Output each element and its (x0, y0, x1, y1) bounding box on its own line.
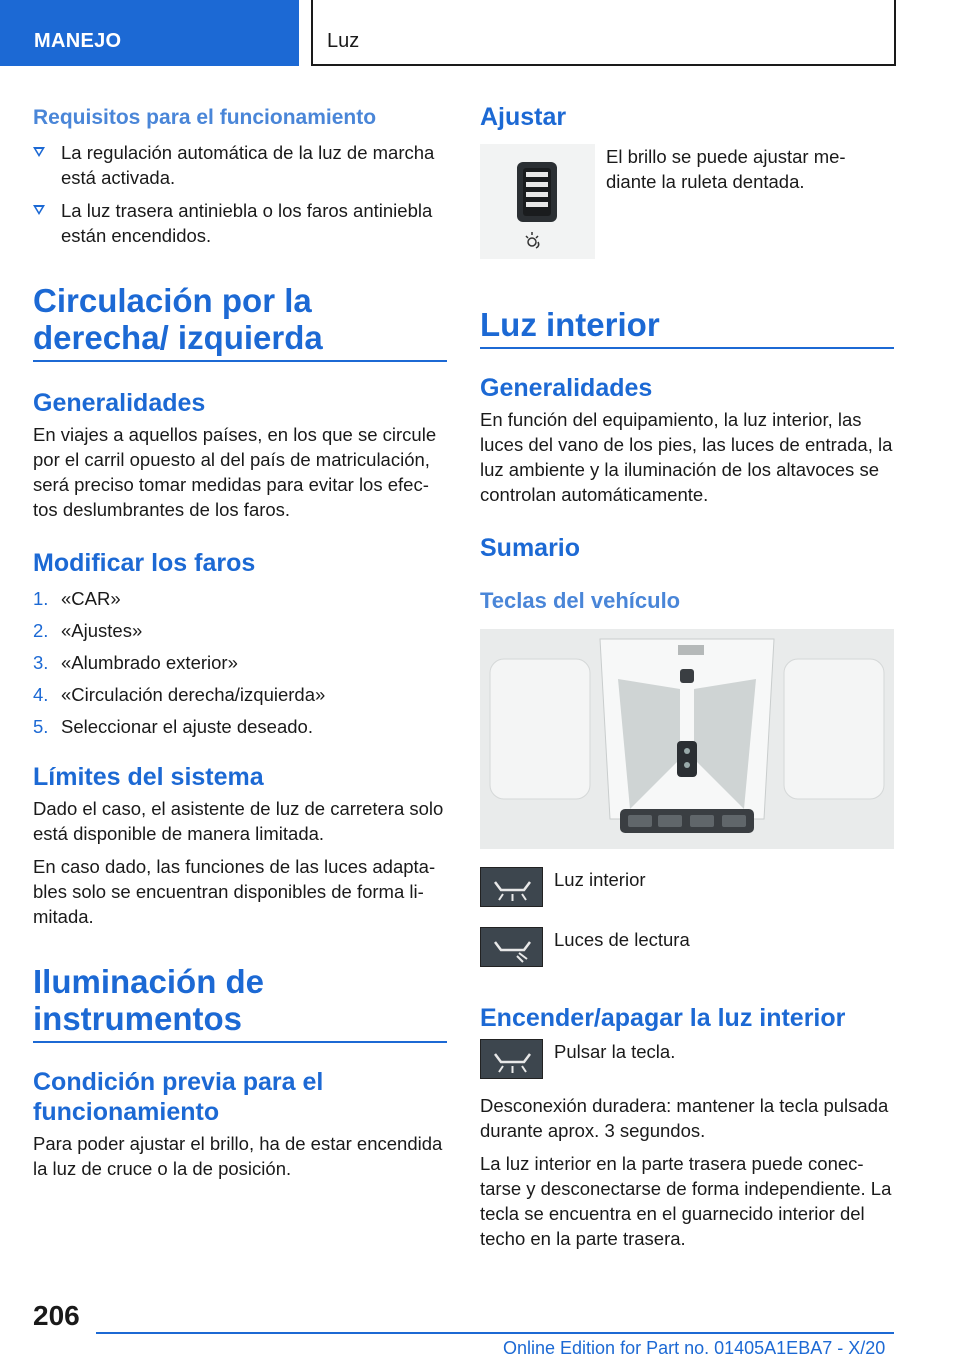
permanent-off-text: Desconexión duradera: mantener la tecla pulsada durante aprox. 3 segundos. (480, 1095, 889, 1141)
page-number: 206 (33, 1300, 80, 1331)
requirement-item: La luz trasera antiniebla o los faros antiniebla están encendidos. (33, 198, 447, 248)
edition-text: Online Edition for Part no. 01405A1EBA7 - X/20 (503, 1338, 886, 1358)
section-heading-instrument-lighting: Iluminación de instrumentos (33, 963, 447, 1043)
requirement-item: La regulación automática de la luz de marcha está activada. (33, 140, 447, 190)
rear-light-text: La luz interior en la parte trasera puede conec- tarse y desconectarse de forma independiente. La tecla se encuentra en el guarnecido interior del techo en la parte trasera. (480, 1153, 892, 1249)
right-column (480, 100, 894, 1251)
triangle-bullet-icon (33, 205, 45, 215)
system-limits-text-1: Dado el caso, el asistente de luz de carretera solo está disponible de manera limitada. (33, 798, 444, 844)
step-item: 4. «Circulación derecha/izquierda» (33, 684, 326, 705)
adjust-heading: Ajustar (480, 103, 567, 131)
vehicle-keys-heading: Teclas del vehículo (480, 588, 681, 613)
steps-list (33, 586, 447, 746)
switch-interior-light-heading: Encender/apagar la luz interior (480, 1004, 846, 1032)
step-item: 1. «CAR» (33, 588, 121, 609)
footer-divider (96, 1332, 894, 1334)
summary-heading: Sumario (480, 534, 581, 562)
step-item: 5. Seleccionar el ajuste deseado. (33, 716, 313, 737)
triangle-bullet-icon (33, 147, 45, 157)
section-heading-interior-light: Luz interior (480, 306, 894, 349)
step-item: 2. «Ajustes» (33, 620, 143, 641)
reading-light-key-row (480, 927, 894, 977)
brightness-wheel-icon (480, 144, 595, 259)
interior-light-key-icon (480, 1039, 543, 1079)
step-item: 3. «Alumbrado exterior» (33, 652, 238, 673)
precondition-heading: Condición previa para el funcionamiento (33, 1068, 324, 1126)
system-limits-heading: Límites del sistema (33, 763, 264, 791)
press-key-row (480, 1039, 894, 1089)
roof-console-image (480, 629, 894, 849)
overhead-console-icon (480, 629, 894, 849)
interior-light-label: Luz interior (554, 869, 646, 890)
precondition-text: Para poder ajustar el brillo, ha de estar encendida la luz de cruce o la de posición. (33, 1133, 443, 1179)
system-limits-text-2: En caso dado, las funciones de las luces adapta- bles solo se encuentran disponibles de forma li- mitada. (33, 856, 436, 927)
page-header (0, 0, 960, 66)
left-column (33, 100, 447, 1181)
interior-light-key-row (480, 867, 894, 917)
reading-light-key-icon (480, 927, 543, 967)
interior-generalities-text: En función del equipamiento, la luz interior, las luces del vano de los pies, las luces de entrada, la luz ambiente y la iluminación de los altavoces se controlan automáticamente. (480, 409, 893, 505)
reading-light-label: Luces de lectura (554, 929, 690, 950)
modify-headlights-heading: Modificar los faros (33, 549, 256, 577)
section-label: MANEJO (0, 0, 299, 66)
press-key-label: Pulsar la tecla. (554, 1041, 676, 1062)
thumbwheel-image (480, 144, 595, 259)
section-heading-circulation: Circulación por la derecha/ izquierda (33, 282, 447, 362)
interior-generalities-heading: Generalidades (480, 374, 653, 402)
generalities-text: En viajes a aquellos países, en los que se circule por el carril opuesto al del país de matriculación, será preciso tomar medidas para evitar los efec- tos deslumbrantes de los faros. (33, 424, 437, 520)
adjust-text: El brillo se puede ajustar me- diante la ruleta dentada. (606, 146, 846, 192)
topic-label: Luz (311, 0, 896, 66)
requirements-heading: Requisitos para el funcionamiento (33, 106, 377, 129)
generalities-heading: Generalidades (33, 389, 206, 417)
interior-light-key-icon (480, 867, 543, 907)
